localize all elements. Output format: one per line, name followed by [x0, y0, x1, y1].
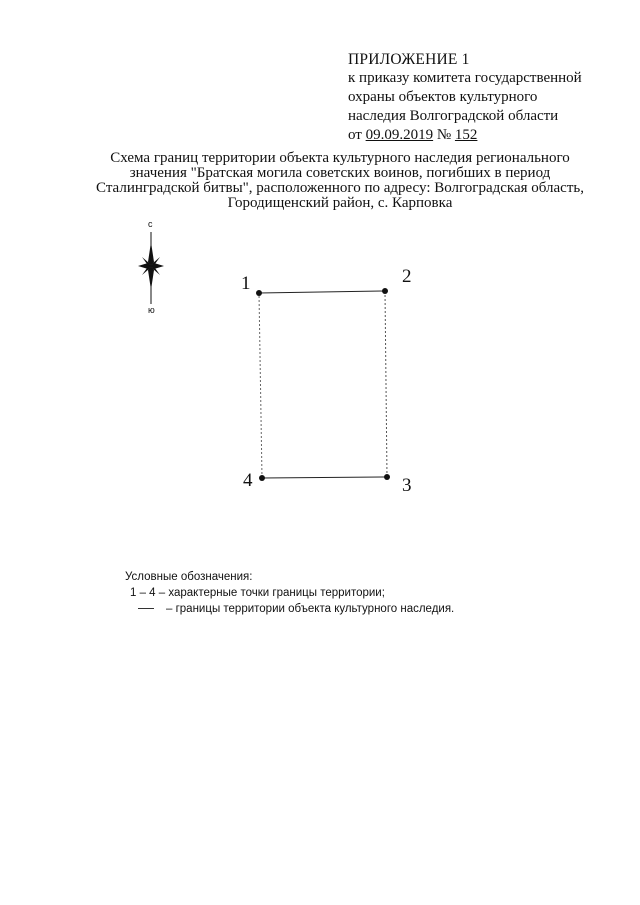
point-label-3: 3	[402, 475, 412, 496]
heading-line-2: значения "Братская могила советских воинов, погибших в период	[129, 165, 551, 181]
compass-south-label: ю	[148, 305, 155, 315]
appendix-line-2: охраны объектов культурного	[348, 89, 538, 105]
compass-rose	[130, 212, 174, 322]
boundary-segment-4-1	[259, 293, 262, 478]
appendix-title: ПРИЛОЖЕНИЕ 1	[348, 51, 470, 68]
point-label-1: 1	[241, 273, 251, 294]
boundary-segment-1-2	[259, 291, 385, 293]
point-label-2: 2	[402, 266, 412, 287]
boundary-point-1	[256, 290, 262, 296]
boundary-point-3	[384, 474, 390, 480]
territory-boundary	[230, 262, 430, 498]
compass-north-label: с	[148, 219, 153, 229]
appendix-block	[348, 50, 628, 145]
heading-line-4: Городищенский район, с. Карповка	[227, 195, 453, 211]
legend-row-boundary	[125, 601, 585, 617]
scheme-heading	[60, 151, 620, 211]
heading-line-1: Схема границ территории объекта культурного наследия регионального	[110, 150, 570, 166]
appendix-line-1: к приказу комитета государственной	[348, 70, 582, 86]
territory-scheme	[230, 262, 430, 498]
heading-line-3: Сталинградской битвы", расположенного по адресу: Волгоградская область,	[96, 180, 584, 196]
appendix-line-3: наследия Волгоградской области	[348, 108, 559, 124]
order-prefix: от	[348, 127, 362, 143]
order-number-sign: №	[436, 127, 452, 143]
legend-title: Условные обозначения:	[125, 571, 253, 583]
boundary-point-2	[382, 288, 388, 294]
legend-points-range: 1 – 4	[130, 587, 156, 599]
legend-points-desc: – характерные точки границы территории;	[158, 587, 385, 599]
appendix-order-line	[348, 126, 628, 145]
boundary-segment-2-3	[385, 291, 387, 477]
legend-boundary-desc: – границы территории объекта культурного наследия.	[166, 603, 455, 615]
legend	[125, 569, 585, 617]
order-date: 09.09.2019	[365, 127, 434, 143]
legend-row-points	[125, 585, 585, 601]
point-label-4: 4	[243, 470, 253, 491]
legend-line-symbol	[138, 608, 154, 609]
boundary-point-4	[259, 475, 265, 481]
order-number: 152	[454, 127, 478, 143]
boundary-segment-3-4	[262, 477, 387, 478]
